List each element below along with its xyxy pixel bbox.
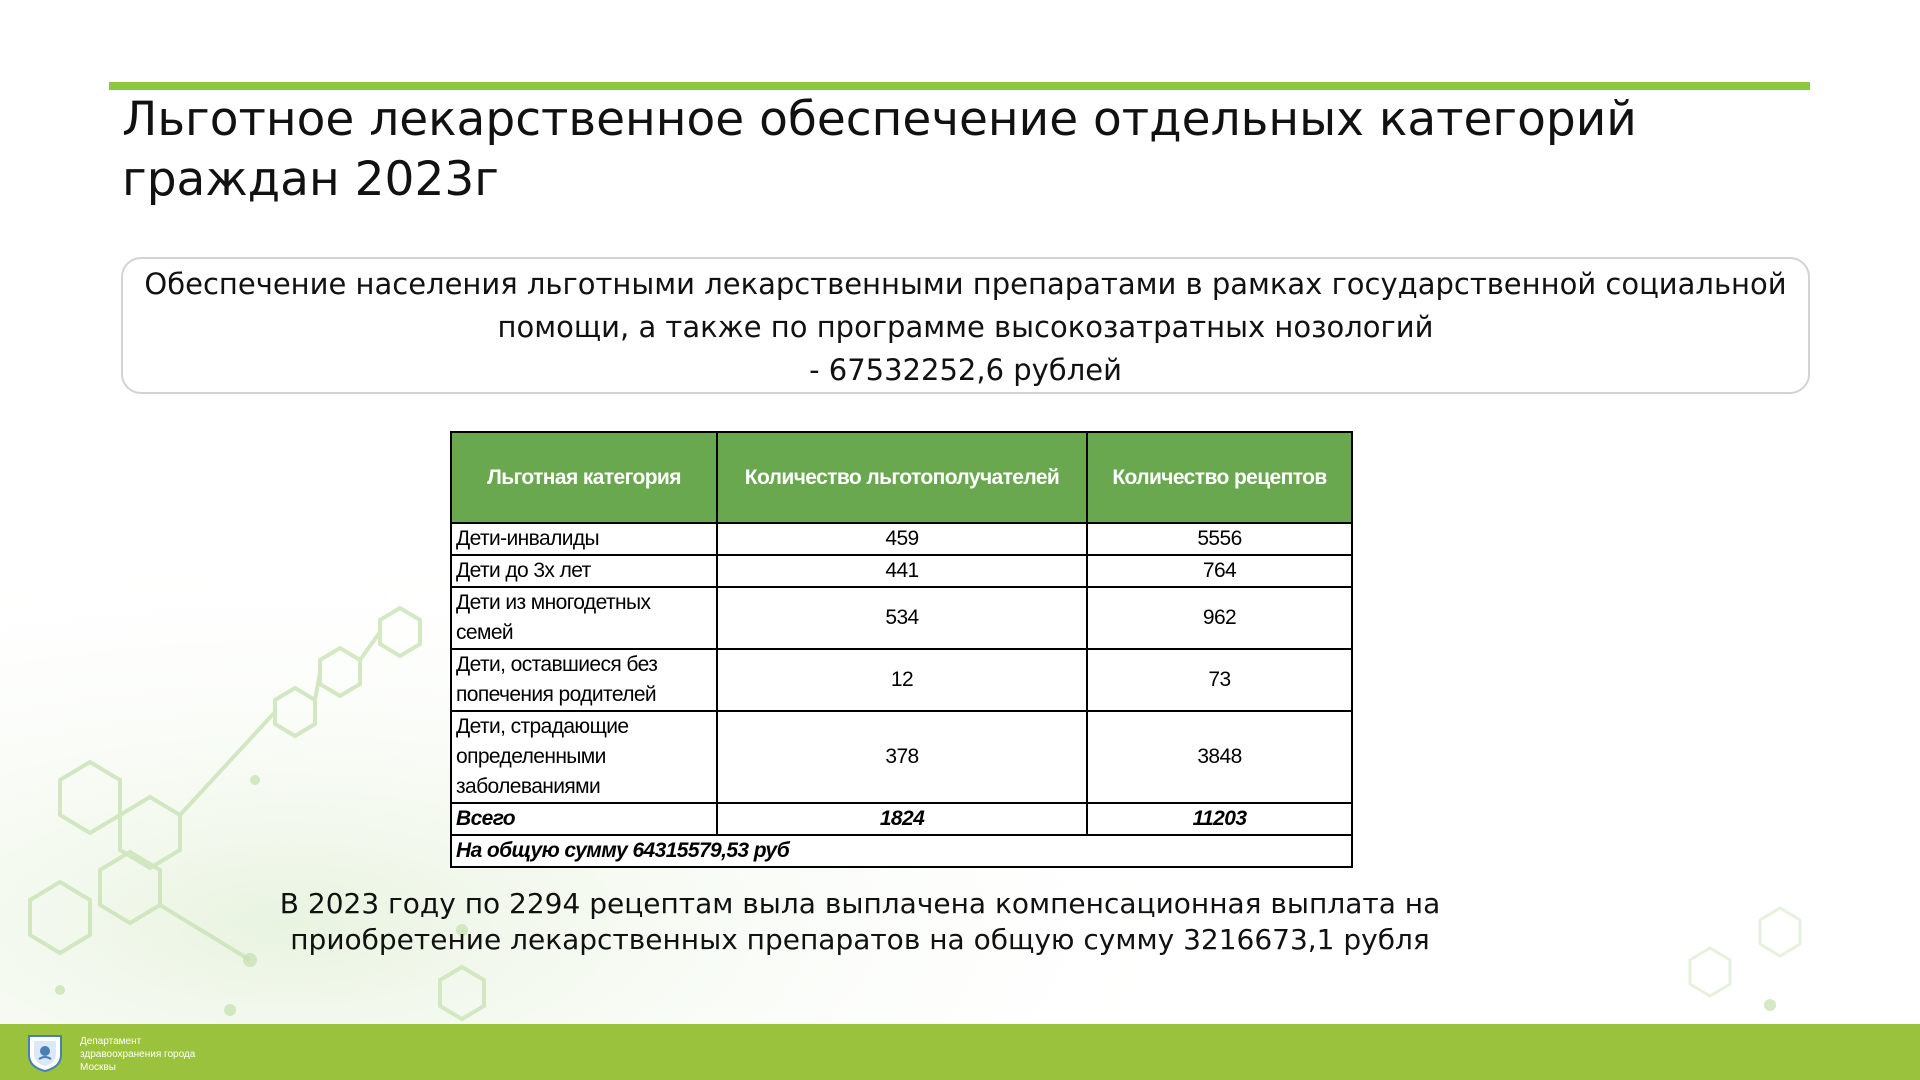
recipients-cell: 459 <box>717 523 1087 555</box>
recipients-cell: 441 <box>717 555 1087 587</box>
prescriptions-cell: 962 <box>1087 587 1352 649</box>
total-prescriptions-cell: 11203 <box>1087 803 1352 835</box>
prescriptions-cell: 73 <box>1087 649 1352 711</box>
category-cell: Дети-инвалиды <box>451 523 717 555</box>
compensation-note-line-1: В 2023 году по 2294 рецептам выла выплачена компенсационная выплата на <box>279 887 1441 920</box>
table-row <box>451 555 1352 587</box>
column-header-recipients: Количество льготополучателей <box>717 432 1087 523</box>
department-name-line-2: здравоохранения города <box>80 1049 196 1060</box>
summary-line-3: - 67532252,6 рублей <box>809 353 1122 387</box>
category-cell: Дети до 3х лет <box>451 555 717 587</box>
table-row <box>451 587 1352 649</box>
category-cell: Дети, страдающие определенными заболеваниями <box>451 711 717 803</box>
benefit-categories-table <box>450 431 1353 868</box>
department-name <box>80 1035 230 1074</box>
prescriptions-cell: 5556 <box>1087 523 1352 555</box>
table-row <box>451 523 1352 555</box>
slide-title-line-1: Льготное лекарственное обеспечение отдельных категорий <box>122 92 1637 147</box>
total-sum-empty-cell <box>1087 835 1352 867</box>
table-row <box>451 649 1352 711</box>
department-name-line-3: Москвы <box>80 1062 116 1073</box>
prescriptions-cell: 764 <box>1087 555 1352 587</box>
total-row <box>451 803 1352 835</box>
slide-title <box>122 90 1802 210</box>
title-accent-rule <box>109 82 1810 90</box>
summary-line-1: Обеспечение населения льготными лекарственными препаратами в рамках государственной социальной <box>144 267 1787 301</box>
department-name-line-1: Департамент <box>80 1036 142 1047</box>
slide-title-line-2: граждан 2023г <box>122 152 499 207</box>
summary-info-box <box>121 257 1810 394</box>
recipients-cell: 378 <box>717 711 1087 803</box>
total-sum-row <box>451 835 1352 867</box>
total-label-cell: Всего <box>451 803 717 835</box>
category-cell: Дети, оставшиеся без попечения родителей <box>451 649 717 711</box>
column-header-prescriptions: Количество рецептов <box>1087 432 1352 523</box>
category-cell: Дети из многодетных семей <box>451 587 717 649</box>
compensation-note-line-2: приобретение лекарственных препаратов на общую сумму 3216673,1 рубля <box>290 923 1430 956</box>
department-logo-icon <box>25 1033 65 1073</box>
recipients-cell: 534 <box>717 587 1087 649</box>
table-row <box>451 711 1352 803</box>
total-recipients-cell: 1824 <box>717 803 1087 835</box>
table-header-row <box>451 432 1352 523</box>
total-sum-cell: На общую сумму 64315579,53 руб <box>451 835 1087 867</box>
prescriptions-cell: 3848 <box>1087 711 1352 803</box>
recipients-cell: 12 <box>717 649 1087 711</box>
summary-line-2: помощи, а также по программе высокозатратных нозологий <box>497 310 1434 344</box>
column-header-category: Льготная категория <box>451 432 717 523</box>
footer-band <box>0 1024 1920 1080</box>
compensation-note <box>190 886 1530 958</box>
